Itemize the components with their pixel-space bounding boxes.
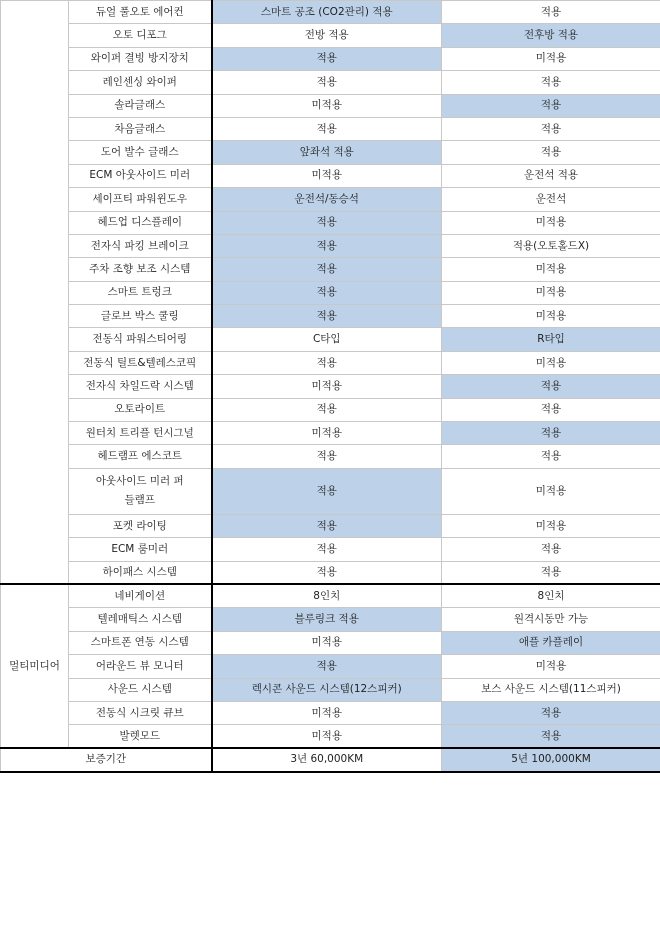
value-option-b: 미적용 <box>442 468 660 514</box>
feature-name: 레인센싱 와이퍼 <box>69 71 212 94</box>
value-option-b: 미적용 <box>442 305 660 328</box>
value-option-a: 적용 <box>212 655 442 678</box>
value-option-b: 적용 <box>442 141 660 164</box>
value-option-b: 미적용 <box>442 211 660 234</box>
feature-name: 전동식 파워스티어링 <box>69 328 212 351</box>
table-row <box>1 468 660 514</box>
warranty-label: 보증기간 <box>1 748 212 771</box>
feature-name: 하이패스 시스템 <box>69 561 212 584</box>
value-option-a: 8인치 <box>212 584 442 607</box>
warranty-option-b: 5년 100,000KM <box>442 748 660 771</box>
value-option-b: 미적용 <box>442 351 660 374</box>
feature-name: 오토라이트 <box>69 398 212 421</box>
feature-name: ECM 룸미러 <box>69 538 212 561</box>
feature-name: 네비게이션 <box>69 584 212 607</box>
value-option-b: 적용 <box>442 445 660 468</box>
feature-name: 아웃사이드 미러 퍼들램프 <box>69 468 212 514</box>
feature-name: ECM 아웃사이드 미러 <box>69 164 212 187</box>
table-row <box>1 188 660 211</box>
value-option-a: 적용 <box>212 281 442 304</box>
table-row <box>1 608 660 631</box>
value-option-b: 미적용 <box>442 258 660 281</box>
value-option-a: 적용 <box>212 445 442 468</box>
value-option-a: 적용 <box>212 305 442 328</box>
feature-name: 헤드램프 에스코트 <box>69 445 212 468</box>
table-row <box>1 725 660 748</box>
feature-name: 와이퍼 결빙 방지장치 <box>69 47 212 70</box>
value-option-a: 미적용 <box>212 701 442 724</box>
table-row <box>1 328 660 351</box>
table-row <box>1 71 660 94</box>
feature-name: 사운드 시스템 <box>69 678 212 701</box>
category-cell: 멀티미디어 <box>1 584 69 748</box>
feature-name: 발렛모드 <box>69 725 212 748</box>
value-option-b: 원격시동만 가능 <box>442 608 660 631</box>
value-option-b: 운전석 적용 <box>442 164 660 187</box>
value-option-a: 미적용 <box>212 94 442 117</box>
table-row <box>1 47 660 70</box>
table-row <box>1 678 660 701</box>
feature-name: 도어 발수 글래스 <box>69 141 212 164</box>
table-row <box>1 561 660 584</box>
value-option-b: 적용 <box>442 561 660 584</box>
feature-name: 텔레매틱스 시스템 <box>69 608 212 631</box>
value-option-b: 적용 <box>442 538 660 561</box>
value-option-a: 스마트 공조 (CO2관리) 적용 <box>212 1 442 24</box>
table-row <box>1 258 660 281</box>
feature-name: 원터치 트리플 턴시그널 <box>69 422 212 445</box>
value-option-b: 적용 <box>442 1 660 24</box>
table-row <box>1 305 660 328</box>
feature-name: 전동식 시크릿 큐브 <box>69 701 212 724</box>
category-cell <box>1 1 69 585</box>
value-option-b: 미적용 <box>442 514 660 537</box>
value-option-a: 적용 <box>212 468 442 514</box>
value-option-a: 앞좌석 적용 <box>212 141 442 164</box>
value-option-b: 적용 <box>442 701 660 724</box>
warranty-row <box>1 748 660 771</box>
value-option-a: 적용 <box>212 117 442 140</box>
table-row <box>1 1 660 24</box>
table-row <box>1 631 660 654</box>
feature-name: 전동식 틸트&텔레스코픽 <box>69 351 212 374</box>
feature-name: 스마트폰 연동 시스템 <box>69 631 212 654</box>
value-option-a: 적용 <box>212 514 442 537</box>
table-row <box>1 398 660 421</box>
value-option-b: 운전석 <box>442 188 660 211</box>
value-option-a: 적용 <box>212 258 442 281</box>
table-row <box>1 375 660 398</box>
value-option-a: 적용 <box>212 398 442 421</box>
feature-name: 오토 디포그 <box>69 24 212 47</box>
value-option-b: 적용 <box>442 71 660 94</box>
value-option-a: 적용 <box>212 538 442 561</box>
value-option-a: 운전석/동승석 <box>212 188 442 211</box>
value-option-b: 적용 <box>442 94 660 117</box>
value-option-a: 미적용 <box>212 725 442 748</box>
feature-name: 헤드업 디스플레이 <box>69 211 212 234</box>
feature-name: 전자식 차일드락 시스템 <box>69 375 212 398</box>
value-option-b: 적용 <box>442 398 660 421</box>
value-option-b: 전후방 적용 <box>442 24 660 47</box>
value-option-b: 적용 <box>442 117 660 140</box>
value-option-b: 미적용 <box>442 47 660 70</box>
table-row <box>1 351 660 374</box>
table-row <box>1 655 660 678</box>
table-row <box>1 538 660 561</box>
value-option-a: 미적용 <box>212 422 442 445</box>
value-option-a: 적용 <box>212 211 442 234</box>
value-option-b: 적용 <box>442 725 660 748</box>
value-option-b: 보스 사운드 시스템(11스피커) <box>442 678 660 701</box>
table-row <box>1 584 660 607</box>
feature-name: 어라운드 뷰 모니터 <box>69 655 212 678</box>
table-row <box>1 422 660 445</box>
table-row <box>1 24 660 47</box>
feature-name: 솔라글래스 <box>69 94 212 117</box>
feature-name: 스마트 트렁크 <box>69 281 212 304</box>
value-option-a: 적용 <box>212 351 442 374</box>
value-option-b: 적용 <box>442 375 660 398</box>
value-option-a: 적용 <box>212 234 442 257</box>
warranty-option-a: 3년 60,000KM <box>212 748 442 771</box>
value-option-b: 적용(오토홀드X) <box>442 234 660 257</box>
feature-name: 세이프티 파워윈도우 <box>69 188 212 211</box>
value-option-b: 적용 <box>442 422 660 445</box>
value-option-a: C타입 <box>212 328 442 351</box>
value-option-b: 미적용 <box>442 281 660 304</box>
table-row <box>1 211 660 234</box>
table-row <box>1 141 660 164</box>
table-row <box>1 117 660 140</box>
value-option-a: 적용 <box>212 71 442 94</box>
value-option-a: 전방 적용 <box>212 24 442 47</box>
feature-name: 주차 조향 보조 시스템 <box>69 258 212 281</box>
value-option-a: 블루링크 적용 <box>212 608 442 631</box>
value-option-b: 미적용 <box>442 655 660 678</box>
table-row <box>1 514 660 537</box>
feature-name: 전자식 파킹 브레이크 <box>69 234 212 257</box>
value-option-a: 적용 <box>212 47 442 70</box>
table-row <box>1 234 660 257</box>
table-row <box>1 445 660 468</box>
feature-name: 차음글래스 <box>69 117 212 140</box>
table-row <box>1 164 660 187</box>
feature-name: 글로브 박스 쿨링 <box>69 305 212 328</box>
value-option-a: 미적용 <box>212 631 442 654</box>
value-option-a: 미적용 <box>212 375 442 398</box>
value-option-a: 렉시콘 사운드 시스템(12스피커) <box>212 678 442 701</box>
feature-name: 듀얼 풀오토 에어컨 <box>69 1 212 24</box>
feature-name: 포켓 라이팅 <box>69 514 212 537</box>
value-option-b: 애플 카플레이 <box>442 631 660 654</box>
value-option-a: 미적용 <box>212 164 442 187</box>
table-row <box>1 94 660 117</box>
value-option-b: R타입 <box>442 328 660 351</box>
value-option-a: 적용 <box>212 561 442 584</box>
table-row <box>1 281 660 304</box>
table-row <box>1 701 660 724</box>
value-option-b: 8인치 <box>442 584 660 607</box>
